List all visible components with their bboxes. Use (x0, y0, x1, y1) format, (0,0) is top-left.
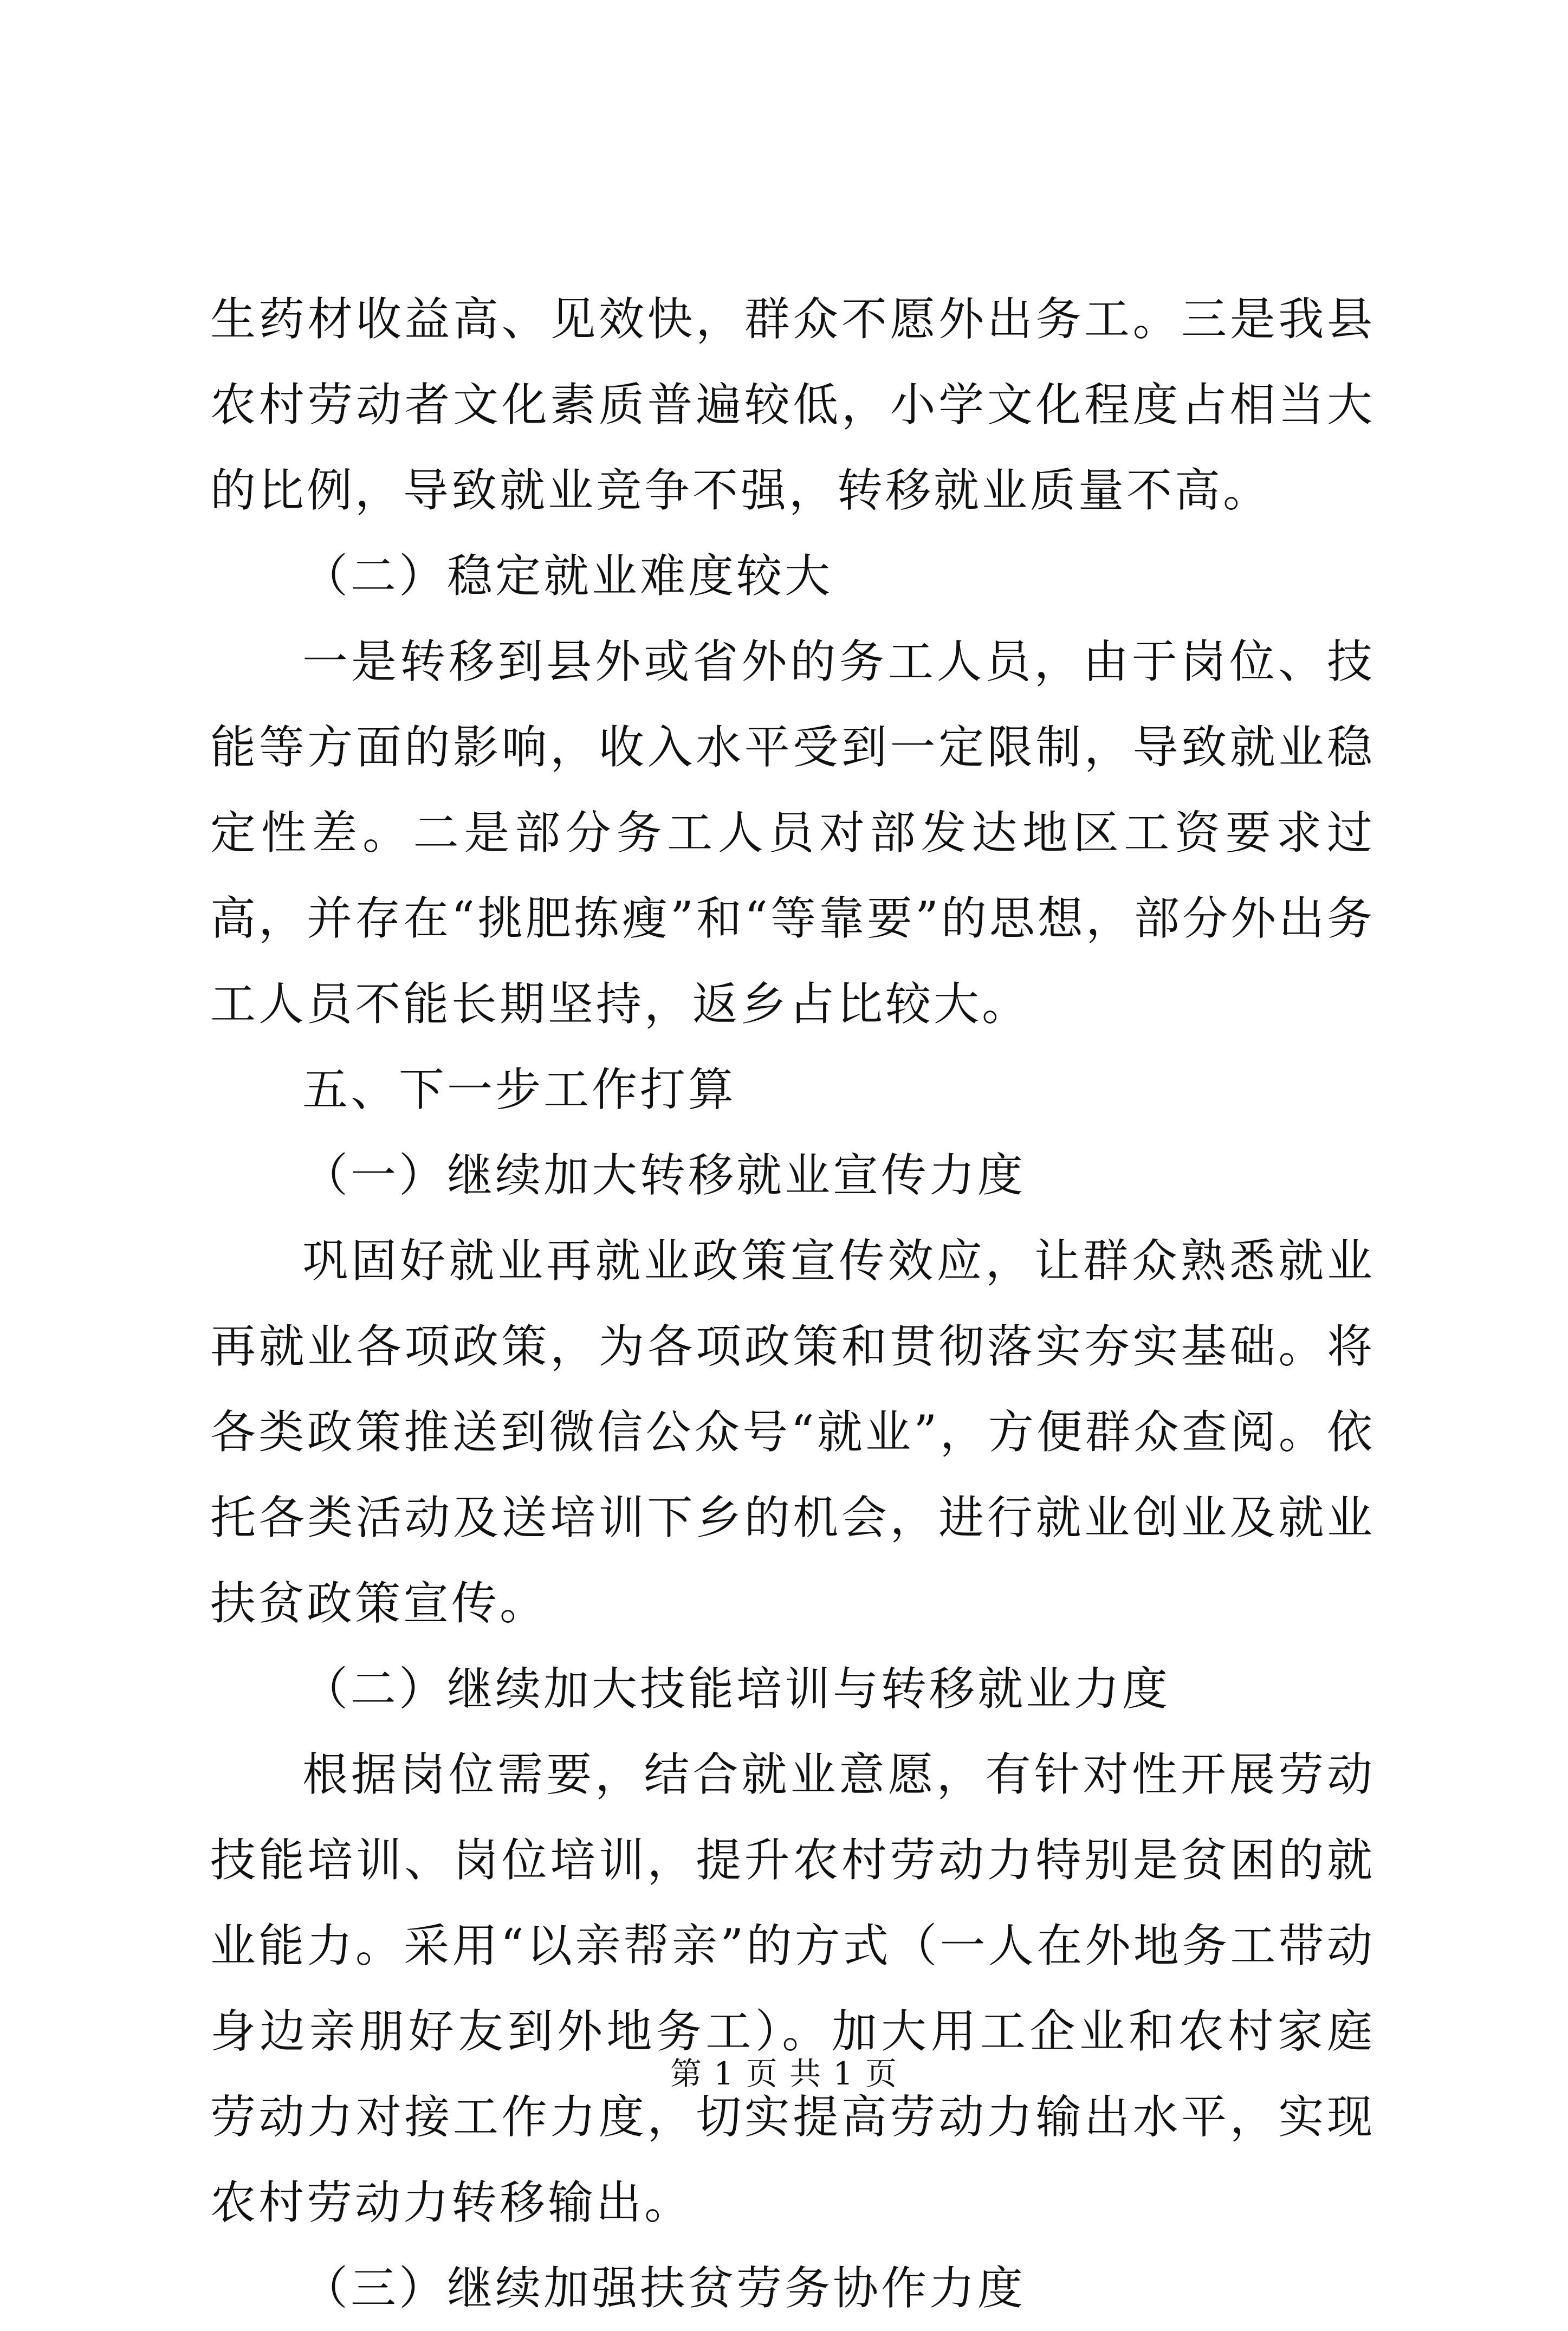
paragraph-skills-training: 根据岗位需要，结合就业意愿，有针对性开展劳动技能培训、岗位培训，提升农村劳动力特别是贫困的就业能力。采用“以亲帮亲”的方式（一人在外地务工带动身边亲朋好友到外地务工）。加大用工企业和农村家庭劳动力对接工作力度，切实提高劳动力输出水平，实现农村劳动力转移输出。 (210, 1748, 1375, 2229)
section-heading-next-steps: 五、下一步工作打算 (302, 1063, 737, 1116)
document-body (210, 276, 1375, 2331)
subheading-skills-training: （二）继续加大技能培训与转移就业力度 (302, 1662, 1171, 1715)
page-footer: 第 1 页 共 1 页 (670, 2055, 898, 2092)
subheading-stable-employment: （二）稳定就业难度较大 (302, 549, 833, 603)
paragraph-stable-employment: 一是转移到县外或省外的务工人员，由于岗位、技能等方面的影响，收入水平受到一定限制，导致就业稳定性差。二是部分务工人员对部发达地区工资要求过高，并存在“挑肥拣瘦”和“等靠要”的思想，部分外出务工人员不能长期坚持，返乡占比较大。 (210, 635, 1375, 1031)
subheading-labor-cooperation: （三）继续加强扶贫劳务协作力度 (302, 2262, 1026, 2315)
paragraph-publicity: 巩固好就业再就业政策宣传效应，让群众熟悉就业再就业各项政策，为各项政策和贯彻落实夯实基础。将各类政策推送到微信公众号“就业”，方便群众查阅。依托各类活动及送培训下乡的机会，进行就业创业及就业扶贫政策宣传。 (210, 1234, 1375, 1630)
subheading-publicity: （一）继续加大转移就业宣传力度 (302, 1149, 1026, 1202)
paragraph-continued: 生药材收益高、见效快，群众不愿外出务工。三是我县农村劳动者文化素质普遍较低，小学文化程度占相当大的比例，导致就业竞争不强，转移就业质量不高。 (210, 293, 1375, 517)
